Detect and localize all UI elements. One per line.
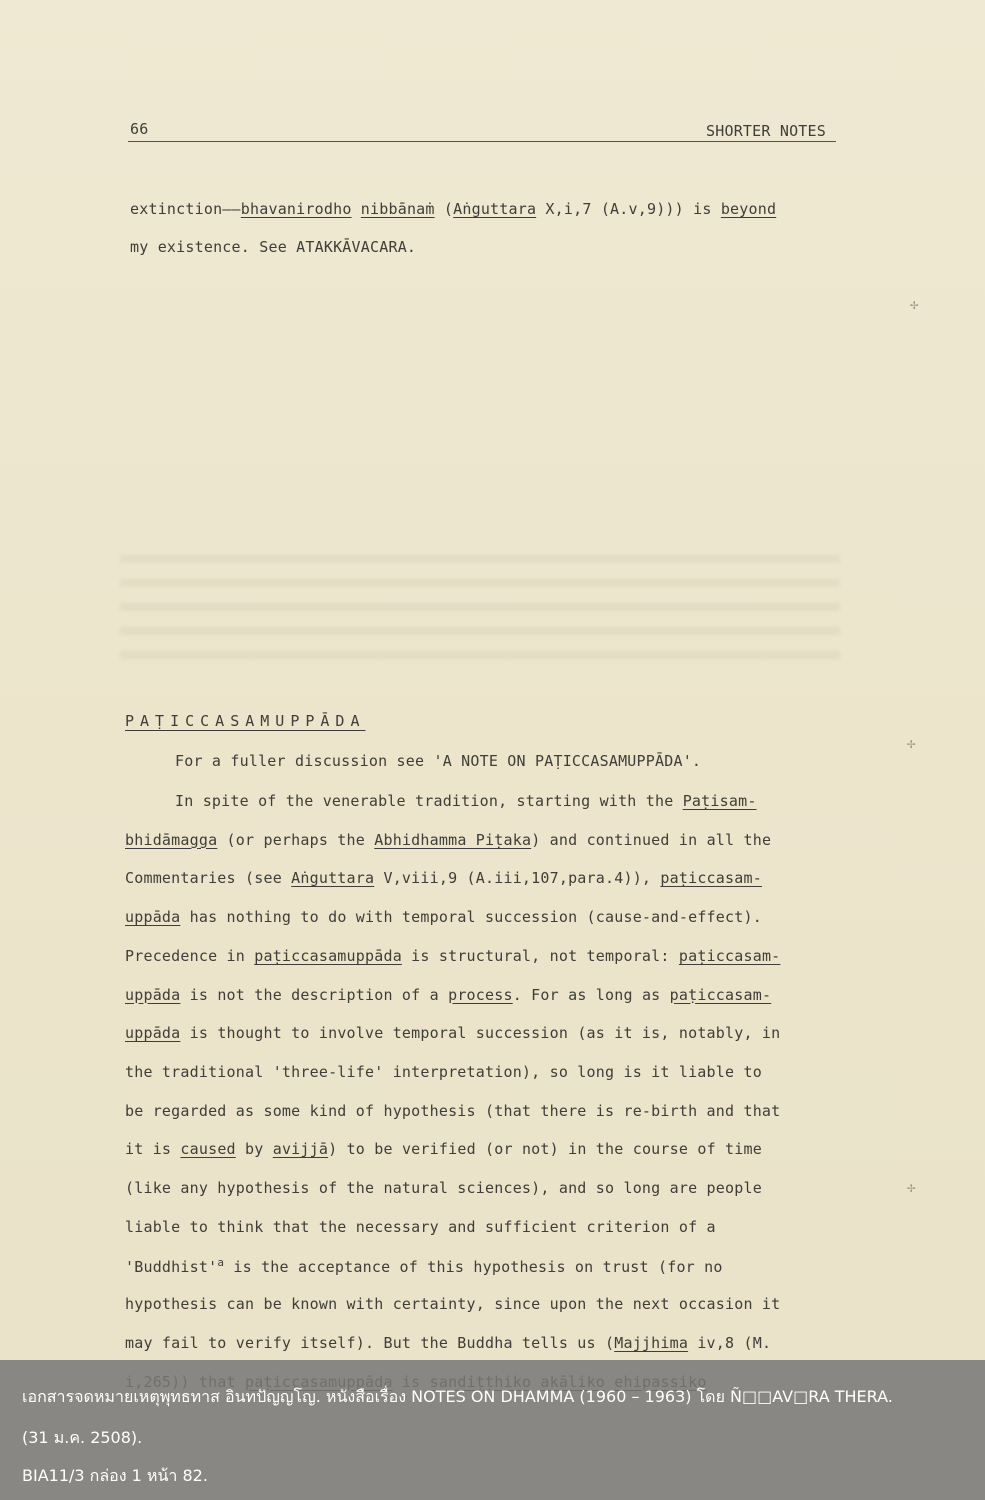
body-line [125, 947, 780, 965]
body-line [125, 1218, 716, 1236]
underlined-term: paṭiccasamuppāda [254, 946, 402, 965]
body-line [125, 1140, 762, 1158]
bleed-through-text [120, 555, 840, 675]
term-anguttara: Aṅguttara [453, 200, 537, 218]
underlined-term: paṭiccasam- [660, 869, 762, 888]
term-beyond: beyond [720, 200, 777, 218]
section-heading: PAṬICCASAMUPPĀDA [125, 712, 366, 730]
underlined-term: avijjā [272, 1140, 329, 1159]
page-number: 66 [130, 120, 149, 138]
pin-mark: ✢ [907, 1180, 916, 1196]
top-paragraph-line-2: my existence. See ATAKKĀVACARA. [130, 238, 417, 256]
text-run: . For as long as [512, 985, 670, 1004]
underlined-term: uppāda [125, 1024, 181, 1043]
body-line [175, 792, 757, 810]
caption-reference: BIA11/3 กล่อง 1 หน้า 82. [22, 1466, 208, 1485]
term-bhavanirodho: bhavanirodho [240, 200, 352, 218]
caption-date: (31 ม.ค. 2508). [22, 1428, 143, 1447]
underlined-term: process [448, 985, 513, 1004]
text-run: liable to think that the necessary and sufficient criterion of a [125, 1217, 716, 1236]
text-run: the traditional 'three-life' interpretation), so long is it liable to [125, 1062, 762, 1081]
body-line [125, 1102, 780, 1120]
underlined-term: paṭiccasam- [669, 985, 772, 1004]
body-line [125, 1024, 780, 1042]
underlined-term: Aṅguttara [291, 869, 375, 888]
header-rule [128, 141, 836, 142]
text-run: ) to be verified (or not) in the course of time [328, 1140, 762, 1159]
pin-mark: ✢ [907, 736, 916, 752]
text-run [352, 200, 361, 218]
text-run: Precedence in [125, 946, 255, 965]
body-line [125, 831, 771, 849]
underlined-term: Paṭisam- [682, 792, 757, 810]
body-line [125, 1179, 762, 1197]
text-run: is not the description of a [180, 985, 449, 1004]
section-intro: For a fuller discussion see 'A NOTE ON PAṬICCASAMUPPĀDA'. [175, 752, 702, 770]
body-line [125, 986, 771, 1004]
body-line [125, 869, 762, 887]
text-run: may fail to verify itself). But the Buddha tells us ( [125, 1333, 615, 1352]
text-run: In spite of the venerable tradition, starting with the [175, 792, 683, 810]
body-line [125, 1256, 723, 1276]
pin-mark: ✢ [910, 297, 919, 313]
footnote-marker: a [217, 1256, 225, 1270]
underlined-term: Abhidhamma Piṭaka [374, 830, 532, 849]
top-paragraph-line-1 [130, 200, 776, 218]
text-run: X,i,7 (A.v,9))) is [536, 200, 721, 218]
caption-title: เอกสารจดหมายเหตุพุทธทาส อินทปัญญโญ. หนังสือเรื่อง NOTES ON DHAMMA (1960 – 1963) โดย Ñ□□AV□RA THERA. [22, 1387, 893, 1406]
text-run: 'Buddhist' [125, 1258, 218, 1277]
text-run: is thought to involve temporal succession (as it is, notably, in [180, 1024, 781, 1043]
text-run: extinction—— [130, 200, 241, 218]
text-run: is the acceptance of this hypothesis on trust (for no [224, 1258, 723, 1277]
text-run: V,viii,9 (A.iii,107,para.4)), [374, 869, 661, 888]
body-line [125, 1334, 771, 1352]
underlined-term: Majjhima [614, 1333, 689, 1352]
text-run: iv,8 (M. [688, 1333, 772, 1352]
underlined-term: paṭiccasam- [678, 946, 781, 965]
text-run: ( [434, 200, 454, 218]
text-run: be regarded as some kind of hypothesis (that there is re-birth and that [125, 1101, 781, 1120]
underlined-term: uppāda [125, 908, 181, 927]
text-run: by [235, 1140, 273, 1159]
text-run: hypothesis can be known with certainty, since upon the next occasion it [125, 1295, 781, 1314]
text-run: (like any hypothesis of the natural sciences), and so long are people [125, 1179, 762, 1197]
text-run: has nothing to do with temporal succession (cause-and-effect). [180, 908, 762, 927]
text-run: Commentaries (see [125, 869, 292, 888]
body-line [125, 1063, 762, 1081]
text-run: is structural, not temporal: [401, 946, 679, 965]
text-run: ) and continued in all the [531, 830, 772, 849]
running-title: SHORTER NOTES [706, 122, 826, 140]
underlined-term: caused [180, 1140, 236, 1159]
underlined-term: bhidāmagga [125, 830, 218, 849]
text-run: it is [125, 1140, 181, 1159]
term-nibbanam: nibbānaṁ [360, 200, 435, 218]
archive-caption [0, 1360, 985, 1500]
text-run: (or perhaps the [217, 830, 375, 849]
underlined-term: uppāda [125, 985, 181, 1004]
body-line [125, 908, 762, 926]
body-line [125, 1295, 780, 1313]
